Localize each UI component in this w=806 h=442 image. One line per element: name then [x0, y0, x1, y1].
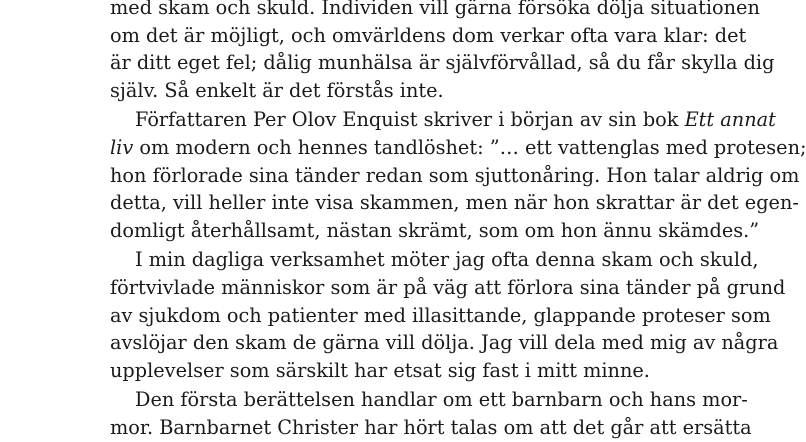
text-segment: I min dagliga verksamhet möter jag ofta denna skam och skuld, [135, 248, 759, 272]
text-segment: upplevelser som särskilt har etsat sig fast i mitt minne. [110, 358, 650, 382]
text-segment: är ditt eget fel; dålig munhälsa är självförvållad, så du får skylla dig [110, 51, 775, 75]
text-segment: Den första berättelsen handlar om ett barnbarn och hans mor- [135, 388, 748, 412]
text-line [110, 0, 760, 22]
text-line [110, 246, 759, 274]
body-text [110, 0, 806, 442]
text-line [110, 357, 666, 385]
text-segment: med skam och skuld. Individen vill gärna försöka dölja situationen [110, 0, 760, 19]
book-title-italic: Ett annat [684, 108, 776, 132]
text-line [110, 162, 800, 190]
text-segment: förtvivlade människor som är på väg att förlora sina tänder på grund [110, 275, 786, 299]
text-line [110, 49, 775, 77]
text-segment: av sjukdom och patienter med illasittande, glappande proteser som [110, 303, 771, 327]
text-line [110, 302, 771, 330]
paragraph-2 [110, 106, 806, 244]
text-line [110, 274, 786, 302]
text-line [110, 106, 776, 134]
text-line [110, 414, 752, 442]
text-line [110, 77, 666, 105]
text-segment: Författaren Per Olov Enquist skriver i början av sin bok [135, 108, 685, 132]
text-line [110, 217, 760, 245]
paragraph-3 [110, 246, 786, 384]
text-segment: mor. Barnbarnet Christer har hört talas om att det går att ersätta [110, 415, 752, 439]
text-segment: domligt återhållsamt, nästan skrämt, som om hon ännu skämdes.” [110, 218, 760, 242]
paragraph-4 [110, 386, 752, 441]
text-line [110, 189, 799, 217]
text-segment: hon förlorade sina tänder redan som sjuttonåring. Hon talar aldrig om [110, 163, 800, 187]
paragraph-1 [110, 0, 775, 104]
text-segment: om modern och hennes tandlöshet: ”… ett vattenglas med protesen; [133, 135, 806, 159]
text-segment: avslöjar den skam de gärna vill dölja. Jag vill dela med mig av några [110, 331, 779, 355]
book-title-italic: liv [110, 135, 134, 159]
text-line [110, 22, 747, 50]
text-line [110, 134, 806, 162]
text-segment: själv. Så enkelt är det förstås inte. [110, 78, 444, 102]
text-line [110, 386, 748, 414]
text-segment: detta, vill heller inte visa skammen, men när hon skrattar är det egen- [110, 191, 799, 215]
text-segment: om det är möjligt, och omvärldens dom verkar ofta vara klar: det [110, 23, 747, 47]
text-line [110, 329, 779, 357]
